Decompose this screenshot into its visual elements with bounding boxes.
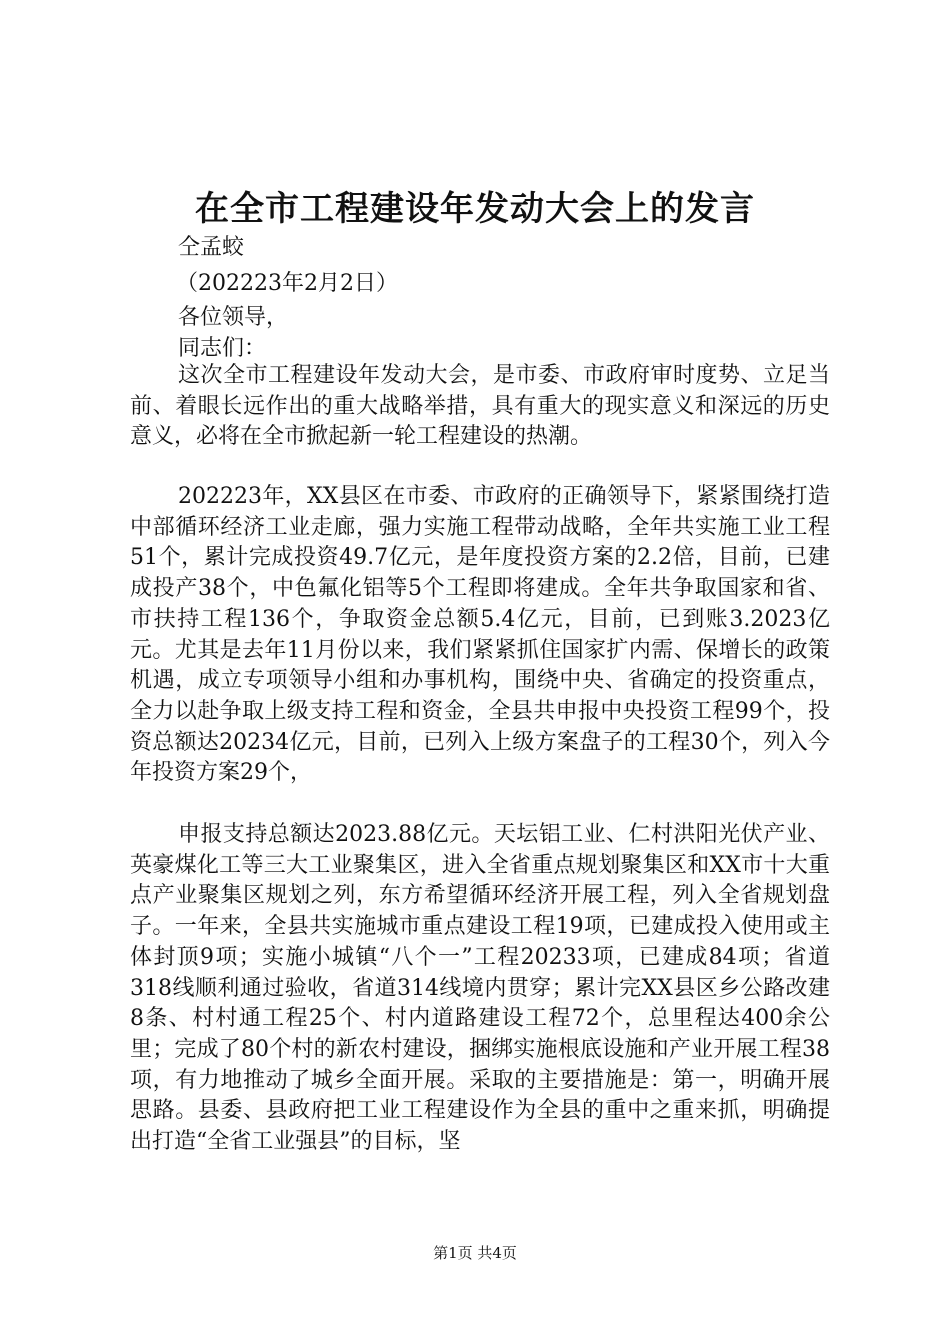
paragraph-measures: 申报支持总额达2023.88亿元。天坛铝工业、仁村洪阳光伏产业、英豪煤化工等三大工业聚集区，进入全省重点规划聚集区和XX市十大重点产业聚集区规划之列，东方希望循环经济开展工程，列入全省规划盘子。一年来，全县共实施城市重点建设工程19项，已建成投入使用或主体封顶9项；实施小城镇“八个一”工程20233项，已建成84项；省道318线顺利通过验收，省道314线境内贯穿；累计完XX县区乡公路改建8条、村村通工程25个、村内道路建设工程72个，总里程达400余公里；完成了80个村的新农村建设，捆绑实施根底设施和产业开展工程38项，有力地推动了城乡全面开展。采取的主要措施是：第一，明确开展思路。县委、县政府把工业工程建设作为全县的重中之重来抓，明确提出打造“全省工业强县”的目标，坚 [130,822,830,1155]
author-name: 仝孟蛟 [178,235,245,260]
salutation-leaders: 各位领导， [178,305,289,330]
salutation-comrades: 同志们： [178,336,267,361]
document-title: 在全市工程建设年发动大会上的发言 [195,189,755,229]
speech-date: （202223年2月2日） [176,271,398,296]
paragraph-intro: 这次全市工程建设年发动大会，是市委、市政府审时度势、立足当前、着眼长远作出的重大战略举措，具有重大的现实意义和深远的历史意义，必将在全市掀起新一轮工程建设的热潮。 [130,363,830,450]
page-footer: 第1页 共4页 [433,1244,517,1262]
paragraph-achievements: 202223年，XX县区在市委、市政府的正确领导下，紧紧围绕打造中部循环经济工业走廊，强力实施工程带动战略，全年共实施工业工程51个，累计完成投资49.7亿元，是年度投资方案的2.2倍，目前，已建成投产38个，中色氟化铝等5个工程即将建成。全年共争取国家和省、市扶持工程136个，争取资金总额5.4亿元，目前，已到账3.2023亿元。尤其是去年11月份以来，我们紧紧抓住国家扩内需、保增长的政策机遇，成立专项领导小组和办事机构，围绕中央、省确定的投资重点，全力以赴争取上级支持工程和资金，全县共申报中央投资工程99个，投资总额达20234亿元，目前，已列入上级方案盘子的工程30个，列入今年投资方案29个， [130,484,830,786]
